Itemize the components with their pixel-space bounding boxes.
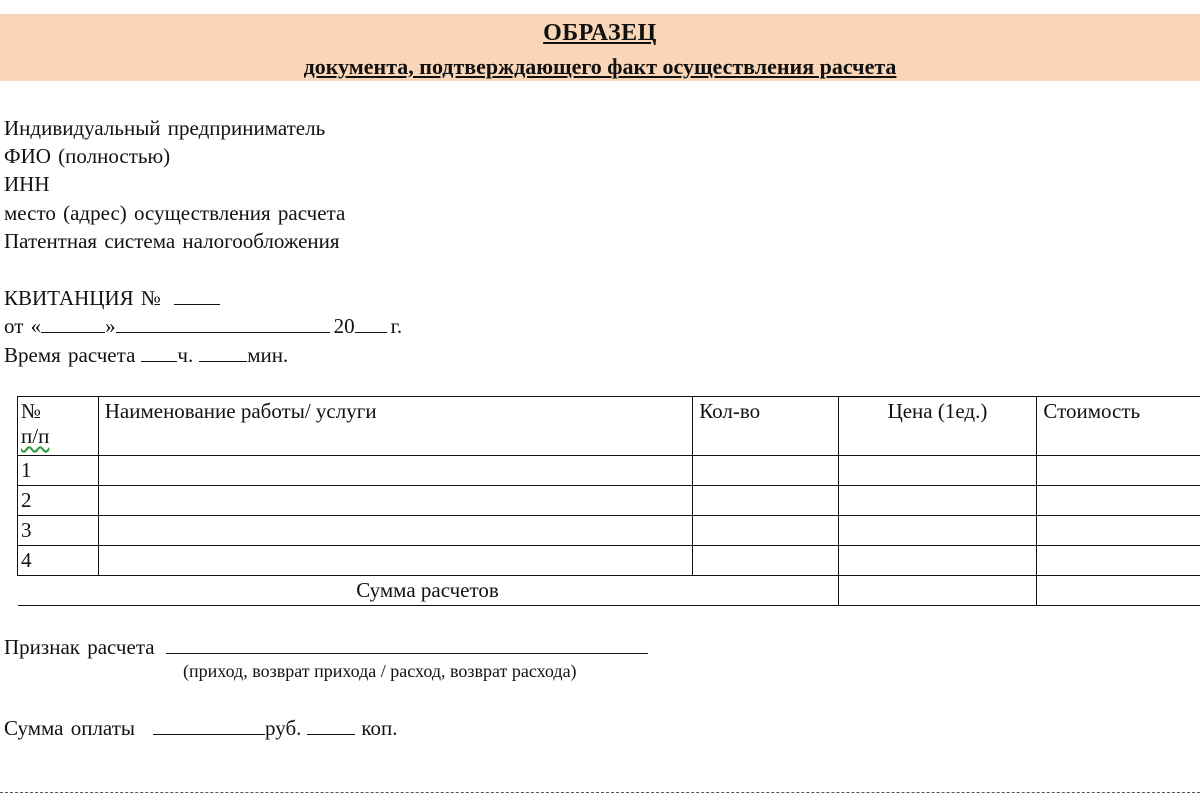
payment-kop-blank[interactable] bbox=[307, 716, 355, 735]
payment-sign-label: Признак расчета bbox=[4, 635, 155, 659]
date-year-prefix: 20 bbox=[333, 314, 355, 338]
row-price-cell[interactable] bbox=[838, 456, 1037, 486]
date-month-blank bbox=[116, 314, 330, 333]
tax-system: Патентная система налогообложения bbox=[4, 229, 340, 253]
time-label: Время расчета bbox=[4, 343, 136, 367]
time-minutes-suffix: мин. bbox=[247, 343, 289, 367]
total-cost-cell[interactable] bbox=[1037, 576, 1200, 606]
header-name: Наименование работы/ услуги bbox=[98, 397, 692, 456]
row-name-cell[interactable] bbox=[98, 486, 692, 516]
header-qty: Кол-во bbox=[693, 397, 838, 456]
row-price-cell[interactable] bbox=[838, 486, 1037, 516]
time-minutes-blank bbox=[199, 343, 247, 362]
date-from-label: от « bbox=[4, 314, 42, 338]
seller-type: Индивидуальный предприниматель bbox=[4, 116, 326, 140]
total-label: Сумма расчетов bbox=[18, 576, 839, 606]
row-name-cell[interactable] bbox=[98, 456, 692, 486]
payment-amount-line bbox=[4, 716, 398, 741]
payment-sign-caption: (приход, возврат прихода / расход, возврат расхода) bbox=[183, 661, 577, 681]
row-price-cell[interactable] bbox=[838, 546, 1037, 576]
row-number: 1 bbox=[18, 456, 99, 486]
receipt-number-line bbox=[4, 286, 220, 311]
payment-kop-suffix: коп. bbox=[361, 716, 398, 740]
receipt-number-label: КВИТАНЦИЯ № bbox=[4, 286, 161, 310]
date-day-blank bbox=[41, 314, 105, 333]
payment-rub-suffix: руб. bbox=[265, 716, 302, 740]
header-cost: Стоимость bbox=[1037, 397, 1200, 456]
row-price-cell[interactable] bbox=[838, 516, 1037, 546]
receipt-date-line bbox=[4, 314, 402, 339]
header-num-abbrev: п/п bbox=[21, 424, 50, 448]
row-cost-cell[interactable] bbox=[1037, 546, 1200, 576]
row-name-cell[interactable] bbox=[98, 516, 692, 546]
row-cost-cell[interactable] bbox=[1037, 456, 1200, 486]
receipt-time-line bbox=[4, 343, 288, 368]
date-year-blank bbox=[355, 314, 387, 333]
payment-sign-line bbox=[4, 635, 648, 660]
table-row bbox=[18, 546, 1200, 576]
date-year-suffix: г. bbox=[390, 314, 403, 338]
document-subtitle: документа, подтверждающего факт осуществления расчета bbox=[303, 54, 897, 79]
row-qty-cell[interactable] bbox=[693, 546, 838, 576]
header-num-symbol: № bbox=[21, 399, 42, 423]
table-header-row bbox=[18, 397, 1200, 456]
header-num bbox=[18, 397, 99, 456]
seller-address: место (адрес) осуществления расчета bbox=[4, 201, 346, 225]
header-banner bbox=[0, 14, 1200, 81]
row-cost-cell[interactable] bbox=[1037, 516, 1200, 546]
row-qty-cell[interactable] bbox=[693, 516, 838, 546]
row-qty-cell[interactable] bbox=[693, 456, 838, 486]
document-title: ОБРАЗЕЦ bbox=[543, 20, 657, 46]
table-row bbox=[18, 516, 1200, 546]
header-price: Цена (1ед.) bbox=[838, 397, 1037, 456]
table-row bbox=[18, 486, 1200, 516]
time-hours-suffix: ч. bbox=[177, 343, 194, 367]
payment-amount-label: Сумма оплаты bbox=[4, 716, 135, 740]
payment-rub-blank[interactable] bbox=[153, 716, 265, 735]
table-row bbox=[18, 456, 1200, 486]
cut-line-divider bbox=[0, 792, 1200, 793]
payment-sign-blank[interactable] bbox=[166, 635, 648, 654]
table-total-row bbox=[18, 576, 1200, 606]
services-table bbox=[17, 396, 1200, 606]
row-name-cell[interactable] bbox=[98, 546, 692, 576]
row-number: 3 bbox=[18, 516, 99, 546]
row-number: 2 bbox=[18, 486, 99, 516]
row-cost-cell[interactable] bbox=[1037, 486, 1200, 516]
time-hours-blank bbox=[141, 343, 177, 362]
seller-fullname: ФИО (полностью) bbox=[4, 144, 171, 168]
total-price-cell[interactable] bbox=[838, 576, 1037, 606]
row-qty-cell[interactable] bbox=[693, 486, 838, 516]
date-close-quote: » bbox=[105, 314, 116, 338]
row-number: 4 bbox=[18, 546, 99, 576]
seller-inn: ИНН bbox=[4, 172, 50, 196]
receipt-number-blank bbox=[174, 286, 220, 305]
